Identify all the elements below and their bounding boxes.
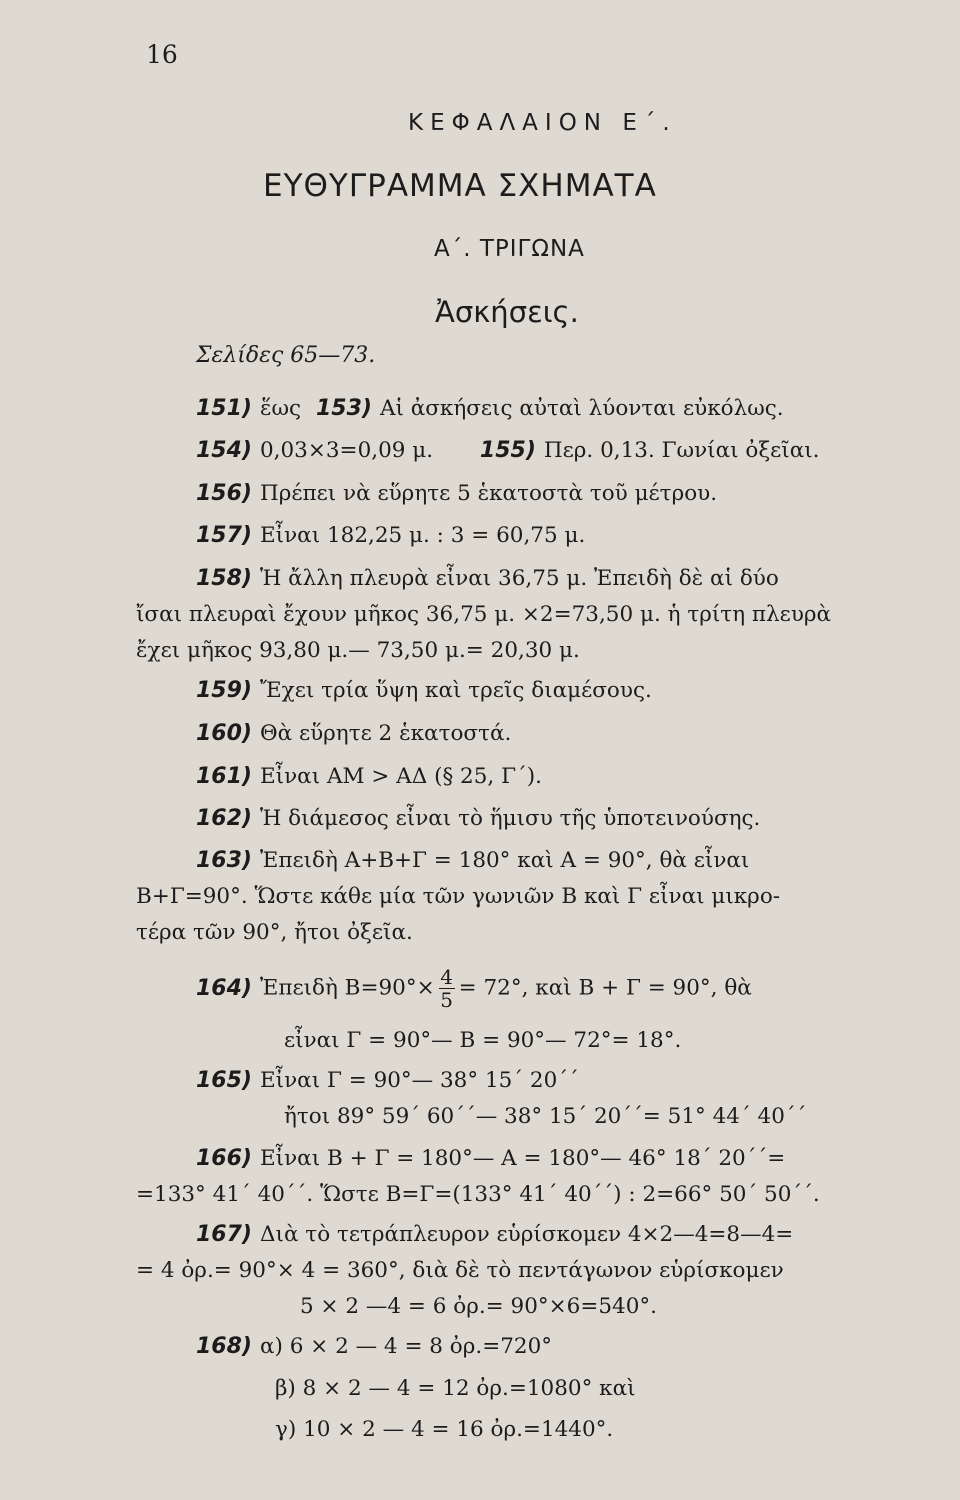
- answer-161: [196, 764, 542, 789]
- exercise-number: 162): [196, 806, 252, 831]
- answer-text: Ἡ ἄλλη πλευρὰ εἶναι 36,75 μ. Ἐπειδὴ δὲ αἱ δύο: [259, 566, 779, 591]
- answer-text: ἤτοι 89° 59΄ 60΄΄— 38° 15΄ 20΄΄= 51° 44΄ 40΄΄: [284, 1104, 807, 1129]
- exercise-number: 166): [196, 1146, 252, 1171]
- answer-158: [196, 566, 779, 591]
- answer-164-cont: [284, 1028, 681, 1053]
- answer-151-153: [196, 396, 784, 421]
- answer-165-cont: [284, 1104, 806, 1129]
- page-number: 16: [146, 40, 178, 69]
- answer-text: εἶναι Γ = 90°— Β = 90°— 72°= 18°.: [284, 1028, 682, 1053]
- answer-text: 0,03×3=0,09 μ.: [259, 438, 434, 463]
- chapter-heading: ΚΕΦΑΛΑΙΟΝ Ε΄.: [408, 110, 677, 136]
- chapter-title: ΕΥΘΥΓΡΑΜΜΑ ΣΧΗΜΑΤΑ: [263, 168, 657, 204]
- answer-text: Εἶναι ΑΜ > ΑΔ (§ 25, Γ΄).: [259, 764, 542, 789]
- answer-text: Ἔχει τρία ὕψη καὶ τρεῖς διαμέσους.: [259, 678, 652, 703]
- exercise-number: 161): [196, 764, 252, 789]
- answer-text: ἕως: [259, 396, 302, 421]
- exercise-number: 153): [315, 396, 372, 421]
- answer-165: [196, 1068, 579, 1093]
- answer-text: Ἐπειδὴ Α+Β+Γ = 180° καὶ Α = 90°, θὰ εἶναι: [259, 848, 750, 873]
- answer-text: Εἶναι Γ = 90°— 38° 15΄ 20΄΄: [259, 1068, 579, 1093]
- answer-157: [196, 523, 585, 548]
- answer-158-cont: [136, 638, 580, 663]
- answer-text: Θὰ εὕρητε 2 ἑκατοστά.: [259, 721, 512, 746]
- answer-168-c: [275, 1417, 613, 1442]
- exercises-heading: Ἀσκήσεις.: [435, 295, 579, 329]
- exercise-number: 163): [196, 848, 252, 873]
- exercise-number: 160): [196, 721, 252, 746]
- answer-168: [196, 1334, 552, 1359]
- answer-159: [196, 678, 652, 703]
- exercise-number: 155): [479, 438, 536, 463]
- answer-text: Ἡ διάμεσος εἶναι τὸ ἥμισυ τῆς ὑποτεινούσης.: [259, 806, 761, 831]
- answer-text: Εἶναι 182,25 μ. : 3 = 60,75 μ.: [259, 523, 586, 548]
- answer-text: = 4 ὀρ.= 90°× 4 = 360°, διὰ δὲ τὸ πεντάγωνον εὑρίσκομεν: [136, 1258, 784, 1283]
- answer-text: = 72°, καὶ Β + Γ = 90°, θὰ: [458, 975, 752, 1001]
- pages-reference: Σελίδες 65—73.: [196, 343, 376, 368]
- exercise-number: 159): [196, 678, 252, 703]
- answer-166-cont: [136, 1182, 820, 1207]
- answer-167-cont: [136, 1258, 784, 1283]
- answer-166: [196, 1146, 785, 1171]
- exercise-number: 164): [196, 975, 252, 1001]
- exercise-number: 154): [196, 438, 252, 463]
- exercise-number: 158): [196, 566, 252, 591]
- fraction: [439, 966, 455, 1011]
- answer-167-cont: [300, 1294, 657, 1319]
- answer-text: ἴσαι πλευραὶ ἔχουν μῆκος 36,75 μ. ×2=73,50 μ. ἡ τρίτη πλευρὰ: [136, 602, 832, 627]
- answer-text: α) 6 × 2 — 4 = 8 ὀρ.=720°: [259, 1334, 553, 1359]
- answer-158-cont: [136, 602, 831, 627]
- answer-text: Πρέπει νὰ εὕρητε 5 ἑκατοστὰ τοῦ μέτρου.: [259, 481, 718, 506]
- exercise-number: 157): [196, 523, 252, 548]
- answer-163-cont: [136, 920, 413, 945]
- answer-text: 5 × 2 —4 = 6 ὀρ.= 90°×6=540°.: [300, 1294, 657, 1319]
- answer-163-cont: [136, 884, 780, 909]
- answer-168-b: [275, 1376, 636, 1401]
- answer-163: [196, 848, 749, 873]
- answer-text: β) 8 × 2 — 4 = 12 ὀρ.=1080° καὶ: [275, 1376, 636, 1401]
- section-subtitle: Α΄. ΤΡΙΓΩΝΑ: [434, 236, 585, 262]
- answer-167: [196, 1222, 793, 1247]
- answer-160: [196, 721, 511, 746]
- answer-text: Εἶναι Β + Γ = 180°— Α = 180°— 46° 18΄ 20΄΄=: [259, 1146, 786, 1171]
- answer-162: [196, 806, 760, 831]
- exercise-number: 156): [196, 481, 252, 506]
- answer-text: Διὰ τὸ τετράπλευρον εὑρίσκομεν 4×2—4=8—4=: [259, 1222, 794, 1247]
- answer-text: Περ. 0,13. Γωνίαι ὀξεῖαι.: [543, 438, 820, 463]
- exercise-number: 151): [196, 396, 252, 421]
- answer-text: Ἐπειδὴ Β=90°×: [259, 975, 435, 1001]
- answer-164: [196, 966, 752, 1011]
- answer-156: [196, 481, 717, 506]
- exercise-number: 168): [196, 1334, 252, 1359]
- fraction-numerator: 4: [440, 965, 453, 989]
- exercise-number: 167): [196, 1222, 252, 1247]
- answer-text: Β+Γ=90°. Ὥστε κάθε μία τῶν γωνιῶν Β καὶ Γ εἶναι μικρο-: [136, 884, 781, 909]
- answer-text: τέρα τῶν 90°, ἤτοι ὀξεῖα.: [136, 920, 413, 945]
- answer-text: Αἱ ἀσκήσεις αὐταὶ λύονται εὐκόλως.: [379, 396, 784, 421]
- exercise-number: 165): [196, 1068, 252, 1093]
- answer-text: ἔχει μῆκος 93,80 μ.— 73,50 μ.= 20,30 μ.: [136, 638, 580, 663]
- answer-154-155: [196, 438, 820, 463]
- fraction-denominator: 5: [440, 988, 453, 1012]
- answer-text: γ) 10 × 2 — 4 = 16 ὀρ.=1440°.: [275, 1417, 614, 1442]
- answer-text: =133° 41΄ 40΄΄. Ὥστε Β=Γ=(133° 41΄ 40΄΄) : 2=66° 50΄ 50΄΄.: [136, 1182, 820, 1207]
